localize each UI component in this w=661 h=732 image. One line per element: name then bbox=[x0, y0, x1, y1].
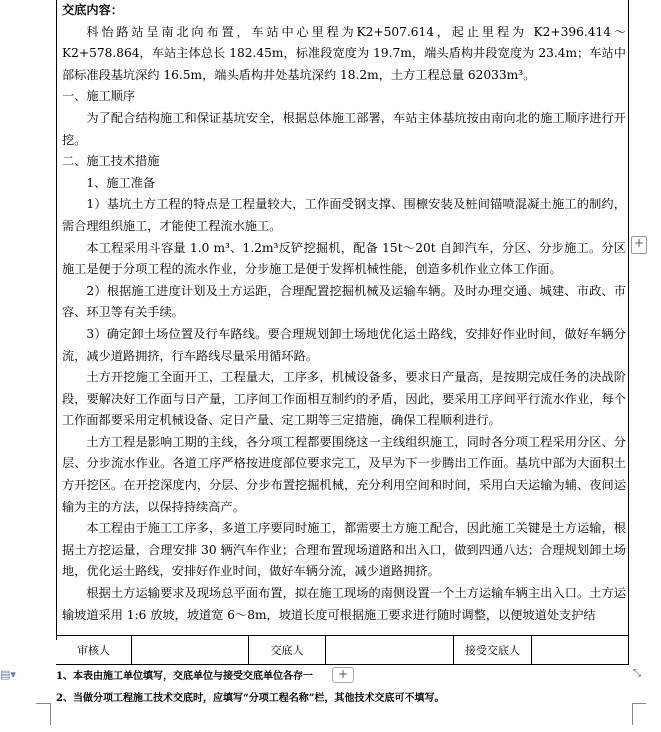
handover-value-cell[interactable] bbox=[326, 636, 454, 664]
receiver-value-cell[interactable] bbox=[532, 636, 629, 664]
subsection-title: 1、施工准备 bbox=[86, 175, 156, 190]
section-title: 一、施工顺序 bbox=[62, 89, 136, 104]
document-body bbox=[62, 0, 626, 626]
paragraph: 本工程采用斗容量 1.0 m³、1.2m³反铲挖掘机，配备 15t～20t 自卸汽车，分区、分步施工。分区施工是便于分项工程的流水作业，分步施工是便于发挥机械性能，创造多机作业立体工作面。 bbox=[62, 240, 626, 277]
signature-row bbox=[56, 635, 629, 665]
add-table-row-plus-icon[interactable]: + bbox=[332, 667, 354, 683]
paragraph: 3）确定卸土场位置及行车路线。要合理规划卸土场地优化运土路线，安排好作业时间，做好车辆分流，减少道路拥挤，行车路线尽量采用循环路。 bbox=[62, 326, 626, 363]
page-corner-mark bbox=[36, 703, 50, 704]
handover-label: 交底人 bbox=[249, 636, 326, 664]
page-corner-mark bbox=[50, 703, 51, 725]
page-corner-mark bbox=[632, 703, 646, 704]
table-resize-icon[interactable]: ⤡ bbox=[633, 668, 641, 679]
footnote-2: 2、当做分项工程施工技术交底时，应填写“分项工程名称”栏，其他技术交底可不填写。 bbox=[56, 693, 445, 704]
page-corner-mark bbox=[632, 703, 633, 725]
paragraph: 为了配合结构施工和保证基坑安全，根据总体施工部署，车站主体基坑按由南向北的施工顺序进行开挖。 bbox=[62, 110, 626, 147]
table-right-border bbox=[628, 0, 629, 665]
paragraph: 2）根据施工进度计划及土方运距，合理配置挖掘机械及运输车辆。及时办理交通、城建、市政、市容、环卫等有关手续。 bbox=[62, 283, 626, 320]
paragraph: 根据土方运输要求及现场总平面布置，拟在施工现场的南侧设置一个土方运输车辆主出入口。土方运输坡道采用 1:6 放坡，坡道宽 6～8m，坡道长度可根据施工要求进行随时调整，以便坡道处支护结 bbox=[62, 586, 626, 622]
reviewer-label: 审核人 bbox=[56, 636, 132, 664]
reviewer-value-cell[interactable] bbox=[132, 636, 249, 664]
paragraph: 土方开挖施工全面开工，工程量大，工序多，机械设备多，要求日产量高，是按期完成任务的决战阶段，要解决好工作面与日产量，工序间工作面相互制约的矛盾，因此，要采用工序间平行流水作业，每个工作面都要采用定机械设备、定日产量、定工期等三定措施，确保工程顺利进行。 bbox=[62, 370, 626, 428]
paragraph: 土方工程是影响工期的主线，各分项工程都要围绕这一主线组织施工，同时各分项工程采用分区、分层、分步流水作业。各道工序严格按进度部位要求完工，及早为下一步腾出工作面。基坑中部为大面积土方开挖区。在开挖深度内，分层、分步布置挖掘机械，充分利用空间和时间，采用白天运输为辅、夜间运输为主的方法，以保持持续高产。 bbox=[62, 434, 626, 514]
paragraph: 本工程由于施工工序多，多道工序要同时施工，都需要土方施工配合，因此施工关键是土方运输，根据土方挖运量，合理安排 30 辆汽车作业；合理布置现场道路和出入口，做到四通八达；合理规划卸土场地，优化运土路线，安排好作业时间，做好车辆分流，减少道路拥挤。 bbox=[62, 521, 626, 579]
paragraph: 科怡路站呈南北向布置，车站中心里程为K2+507.614，起止里程为 K2+396.414～K2+578.864，车站主体总长 182.45m，标准段宽度为 19.7m，端头盾构井段宽度为 23.4m；车站中部标准段基坑深约 16.5m，端头盾构井处基坑深约 18.2m，土方工程总量 62033m³。 bbox=[62, 24, 626, 82]
section-title: 二、施工技术措施 bbox=[62, 154, 160, 169]
footnote-1: 1、本表由施工单位填写，交底单位与接受交底单位各存一 bbox=[56, 671, 313, 682]
receiver-label: 接受交底人 bbox=[454, 636, 532, 664]
paragraph: 1）基坑土方工程的特点是工程量较大，工作面受钢支撑、围檩安装及桩间锚喷混凝土施工的制约，需合理组织施工，才能使工程流水施工。 bbox=[62, 197, 626, 233]
paste-options-icon[interactable]: ▤▾ bbox=[0, 668, 16, 681]
table-left-border bbox=[56, 0, 57, 640]
section-heading: 交底内容： bbox=[62, 3, 123, 17]
add-row-plus-icon[interactable]: + bbox=[631, 236, 647, 254]
